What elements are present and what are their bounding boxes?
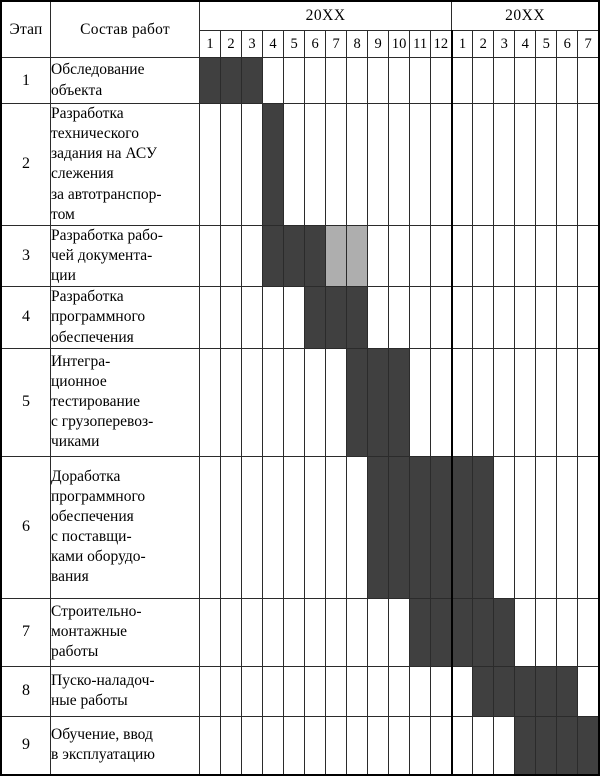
table-row xyxy=(1,666,599,716)
work-description-line: ками оборудо- xyxy=(51,548,146,566)
gantt-empty-cell-stage9-col5 xyxy=(284,716,305,775)
gantt-empty-cell-stage3-col12 xyxy=(431,225,452,286)
month-header-y1-m6: 6 xyxy=(305,31,326,58)
gantt-empty-cell-stage2-col10 xyxy=(389,104,410,226)
month-header-y2-m7: 7 xyxy=(578,31,599,58)
work-description-line: работы xyxy=(51,643,99,661)
month-header-y1-m5: 5 xyxy=(284,31,305,58)
work-description-line: с грузоперевоз- xyxy=(51,413,154,431)
gantt-empty-cell-stage7-col19 xyxy=(578,598,599,666)
gantt-empty-cell-stage7-col18 xyxy=(557,598,578,666)
month-header-y2-m4: 4 xyxy=(515,31,536,58)
gantt-empty-cell-stage7-col17 xyxy=(536,598,557,666)
gantt-empty-cell-stage5-col16 xyxy=(515,348,536,456)
gantt-empty-cell-stage2-col17 xyxy=(536,104,557,226)
work-description-line: Строительно- xyxy=(51,602,142,620)
gantt-empty-cell-stage8-col5 xyxy=(284,666,305,716)
month-header-y2-m3: 3 xyxy=(494,31,515,58)
table-row xyxy=(1,716,599,775)
gantt-empty-cell-stage5-col14 xyxy=(473,348,494,456)
gantt-empty-cell-stage3-col14 xyxy=(473,225,494,286)
gantt-bar-segment-stage8-col18 xyxy=(557,666,578,716)
gantt-empty-cell-stage9-col13 xyxy=(452,716,473,775)
gantt-empty-cell-stage2-col15 xyxy=(494,104,515,226)
gantt-bar-segment-stage6-col11 xyxy=(410,456,431,598)
gantt-empty-cell-stage7-col1 xyxy=(200,598,221,666)
gantt-empty-cell-stage4-col13 xyxy=(452,287,473,348)
gantt-empty-cell-stage3-col13 xyxy=(452,225,473,286)
gantt-empty-cell-stage5-col1 xyxy=(200,348,221,456)
gantt-bar-segment-stage6-col14 xyxy=(473,456,494,598)
gantt-empty-cell-stage3-col1 xyxy=(200,225,221,286)
gantt-bar-segment-stage4-col6 xyxy=(305,287,326,348)
work-description-line: чиками xyxy=(51,433,100,451)
month-header-y2-m6: 6 xyxy=(557,31,578,58)
month-header-y1-m3: 3 xyxy=(242,31,263,58)
work-description xyxy=(51,456,200,598)
gantt-empty-cell-stage7-col4 xyxy=(263,598,284,666)
gantt-empty-cell-stage1-col17 xyxy=(536,58,557,104)
gantt-empty-cell-stage1-col5 xyxy=(284,58,305,104)
gantt-empty-cell-stage4-col2 xyxy=(221,287,242,348)
gantt-empty-cell-stage2-col1 xyxy=(200,104,221,226)
gantt-empty-cell-stage9-col8 xyxy=(347,716,368,775)
gantt-empty-cell-stage5-col18 xyxy=(557,348,578,456)
work-description-line: обеспечения xyxy=(51,328,134,346)
work-description xyxy=(51,666,200,716)
gantt-empty-cell-stage5-col7 xyxy=(326,348,347,456)
gantt-bar-segment-stage7-col11 xyxy=(410,598,431,666)
gantt-empty-cell-stage9-col12 xyxy=(431,716,452,775)
stage-number: 8 xyxy=(1,666,51,716)
gantt-empty-cell-stage4-col16 xyxy=(515,287,536,348)
gantt-empty-cell-stage1-col6 xyxy=(305,58,326,104)
month-header-y1-m9: 9 xyxy=(368,31,389,58)
work-description xyxy=(51,287,200,348)
work-description-line: Интегра- xyxy=(51,352,111,370)
gantt-bar-segment-stage3-col8 xyxy=(347,225,368,286)
gantt-empty-cell-stage6-col19 xyxy=(578,456,599,598)
gantt-empty-cell-stage8-col9 xyxy=(368,666,389,716)
gantt-empty-cell-stage8-col10 xyxy=(389,666,410,716)
gantt-empty-cell-stage6-col6 xyxy=(305,456,326,598)
gantt-empty-cell-stage1-col14 xyxy=(473,58,494,104)
stage-number: 3 xyxy=(1,225,51,286)
work-description xyxy=(51,58,200,104)
month-header-y2-m5: 5 xyxy=(536,31,557,58)
gantt-empty-cell-stage4-col15 xyxy=(494,287,515,348)
gantt-empty-cell-stage3-col15 xyxy=(494,225,515,286)
gantt-empty-cell-stage3-col17 xyxy=(536,225,557,286)
gantt-empty-cell-stage1-col10 xyxy=(389,58,410,104)
gantt-empty-cell-stage8-col1 xyxy=(200,666,221,716)
gantt-empty-cell-stage2-col5 xyxy=(284,104,305,226)
gantt-empty-cell-stage6-col5 xyxy=(284,456,305,598)
gantt-empty-cell-stage5-col3 xyxy=(242,348,263,456)
gantt-empty-cell-stage1-col7 xyxy=(326,58,347,104)
stage-number: 5 xyxy=(1,348,51,456)
gantt-empty-cell-stage4-col19 xyxy=(578,287,599,348)
gantt-empty-cell-stage2-col19 xyxy=(578,104,599,226)
work-description-line: том xyxy=(51,205,75,223)
gantt-empty-cell-stage2-col16 xyxy=(515,104,536,226)
gantt-empty-cell-stage8-col6 xyxy=(305,666,326,716)
year-header-1: 20XX xyxy=(200,1,452,31)
gantt-empty-cell-stage7-col16 xyxy=(515,598,536,666)
table-row xyxy=(1,456,599,598)
gantt-empty-cell-stage1-col18 xyxy=(557,58,578,104)
gantt-empty-cell-stage8-col7 xyxy=(326,666,347,716)
work-description-line: объекта xyxy=(51,81,103,99)
gantt-empty-cell-stage4-col12 xyxy=(431,287,452,348)
work-description xyxy=(51,598,200,666)
gantt-empty-cell-stage4-col5 xyxy=(284,287,305,348)
gantt-empty-cell-stage1-col13 xyxy=(452,58,473,104)
gantt-empty-cell-stage8-col11 xyxy=(410,666,431,716)
table-row xyxy=(1,58,599,104)
gantt-empty-cell-stage6-col1 xyxy=(200,456,221,598)
work-description xyxy=(51,104,200,226)
gantt-bar-segment-stage1-col2 xyxy=(221,58,242,104)
gantt-empty-cell-stage6-col18 xyxy=(557,456,578,598)
table-row xyxy=(1,287,599,348)
gantt-bar-segment-stage4-col8 xyxy=(347,287,368,348)
gantt-empty-cell-stage6-col3 xyxy=(242,456,263,598)
gantt-bar-segment-stage6-col12 xyxy=(431,456,452,598)
gantt-bar-segment-stage9-col17 xyxy=(536,716,557,775)
gantt-empty-cell-stage5-col11 xyxy=(410,348,431,456)
gantt-empty-cell-stage5-col17 xyxy=(536,348,557,456)
work-description-line: вания xyxy=(51,568,89,586)
gantt-empty-cell-stage1-col4 xyxy=(263,58,284,104)
gantt-empty-cell-stage5-col12 xyxy=(431,348,452,456)
stage-number: 2 xyxy=(1,104,51,226)
gantt-empty-cell-stage8-col2 xyxy=(221,666,242,716)
gantt-bar-segment-stage9-col16 xyxy=(515,716,536,775)
gantt-bar-segment-stage7-col13 xyxy=(452,598,473,666)
work-description-line: ции xyxy=(51,267,76,285)
gantt-empty-cell-stage3-col16 xyxy=(515,225,536,286)
gantt-bar-segment-stage3-col4 xyxy=(263,225,284,286)
gantt-empty-cell-stage3-col19 xyxy=(578,225,599,286)
stage-number: 9 xyxy=(1,716,51,775)
gantt-empty-cell-stage3-col18 xyxy=(557,225,578,286)
table-row xyxy=(1,104,599,226)
gantt-empty-cell-stage6-col17 xyxy=(536,456,557,598)
gantt-table-header xyxy=(1,1,599,58)
work-description-line: технического xyxy=(51,125,139,143)
work-description xyxy=(51,225,200,286)
gantt-empty-cell-stage1-col19 xyxy=(578,58,599,104)
month-header-y1-m2: 2 xyxy=(221,31,242,58)
gantt-bar-segment-stage8-col15 xyxy=(494,666,515,716)
gantt-bar-segment-stage9-col19 xyxy=(578,716,599,775)
gantt-empty-cell-stage4-col1 xyxy=(200,287,221,348)
gantt-bar-segment-stage2-col4 xyxy=(263,104,284,226)
gantt-bar-segment-stage3-col5 xyxy=(284,225,305,286)
table-row xyxy=(1,598,599,666)
gantt-empty-cell-stage9-col15 xyxy=(494,716,515,775)
gantt-bar-segment-stage6-col10 xyxy=(389,456,410,598)
work-description-line: Разработка рабо- xyxy=(51,226,163,244)
gantt-empty-cell-stage9-col10 xyxy=(389,716,410,775)
gantt-empty-cell-stage2-col7 xyxy=(326,104,347,226)
month-header-y2-m2: 2 xyxy=(473,31,494,58)
gantt-empty-cell-stage6-col8 xyxy=(347,456,368,598)
work-description-line: программного xyxy=(51,487,146,505)
gantt-empty-cell-stage9-col2 xyxy=(221,716,242,775)
gantt-empty-cell-stage9-col6 xyxy=(305,716,326,775)
stage-number: 6 xyxy=(1,456,51,598)
work-description-line: Доработка xyxy=(51,467,121,485)
gantt-bar-segment-stage7-col12 xyxy=(431,598,452,666)
gantt-empty-cell-stage5-col15 xyxy=(494,348,515,456)
work-description-line: за автотранспор- xyxy=(51,185,162,203)
gantt-empty-cell-stage2-col14 xyxy=(473,104,494,226)
gantt-bar-segment-stage5-col9 xyxy=(368,348,389,456)
gantt-empty-cell-stage7-col7 xyxy=(326,598,347,666)
gantt-bar-segment-stage1-col1 xyxy=(200,58,221,104)
work-description-line: тестирование xyxy=(51,393,140,411)
column-header-works: Состав работ xyxy=(51,1,200,58)
gantt-empty-cell-stage4-col9 xyxy=(368,287,389,348)
year-header-2: 20XX xyxy=(452,1,599,31)
gantt-bar-segment-stage6-col13 xyxy=(452,456,473,598)
gantt-empty-cell-stage7-col10 xyxy=(389,598,410,666)
gantt-empty-cell-stage4-col11 xyxy=(410,287,431,348)
table-row xyxy=(1,348,599,456)
gantt-table-body xyxy=(1,58,599,776)
work-description-line: программного xyxy=(51,308,146,326)
gantt-empty-cell-stage3-col11 xyxy=(410,225,431,286)
gantt-empty-cell-stage9-col14 xyxy=(473,716,494,775)
work-description-line: обеспечения xyxy=(51,508,134,526)
gantt-empty-cell-stage2-col2 xyxy=(221,104,242,226)
gantt-empty-cell-stage9-col1 xyxy=(200,716,221,775)
header-row-years xyxy=(1,1,599,31)
work-description-line: монтажные xyxy=(51,623,127,641)
gantt-empty-cell-stage5-col13 xyxy=(452,348,473,456)
month-header-y1-m1: 1 xyxy=(200,31,221,58)
gantt-empty-cell-stage4-col4 xyxy=(263,287,284,348)
stage-number: 7 xyxy=(1,598,51,666)
gantt-empty-cell-stage4-col3 xyxy=(242,287,263,348)
gantt-empty-cell-stage9-col4 xyxy=(263,716,284,775)
gantt-bar-segment-stage7-col14 xyxy=(473,598,494,666)
gantt-empty-cell-stage1-col12 xyxy=(431,58,452,104)
gantt-empty-cell-stage5-col4 xyxy=(263,348,284,456)
table-row xyxy=(1,225,599,286)
work-description-line: Пуско-наладоч- xyxy=(51,672,155,690)
gantt-empty-cell-stage7-col2 xyxy=(221,598,242,666)
work-description-line: Разработка xyxy=(51,105,124,122)
gantt-empty-cell-stage8-col3 xyxy=(242,666,263,716)
gantt-bar-segment-stage8-col17 xyxy=(536,666,557,716)
gantt-empty-cell-stage7-col9 xyxy=(368,598,389,666)
gantt-empty-cell-stage2-col3 xyxy=(242,104,263,226)
work-description-line: Обучение, ввод xyxy=(51,726,153,744)
gantt-empty-cell-stage1-col9 xyxy=(368,58,389,104)
gantt-empty-cell-stage2-col11 xyxy=(410,104,431,226)
month-header-y2-m1: 1 xyxy=(452,31,473,58)
gantt-bar-segment-stage5-col8 xyxy=(347,348,368,456)
stage-number: 4 xyxy=(1,287,51,348)
gantt-empty-cell-stage3-col2 xyxy=(221,225,242,286)
month-header-y1-m7: 7 xyxy=(326,31,347,58)
work-description-line: в эксплуатацию xyxy=(51,746,155,764)
gantt-empty-cell-stage8-col19 xyxy=(578,666,599,716)
gantt-empty-cell-stage7-col5 xyxy=(284,598,305,666)
gantt-empty-cell-stage2-col18 xyxy=(557,104,578,226)
gantt-empty-cell-stage7-col3 xyxy=(242,598,263,666)
gantt-empty-cell-stage5-col5 xyxy=(284,348,305,456)
work-description xyxy=(51,348,200,456)
gantt-empty-cell-stage8-col12 xyxy=(431,666,452,716)
work-description-line: чей документа- xyxy=(51,246,153,264)
month-header-y1-m11: 11 xyxy=(410,31,431,58)
gantt-empty-cell-stage2-col6 xyxy=(305,104,326,226)
gantt-empty-cell-stage1-col11 xyxy=(410,58,431,104)
month-header-y1-m12: 12 xyxy=(431,31,452,58)
month-header-y1-m4: 4 xyxy=(263,31,284,58)
gantt-bar-segment-stage8-col14 xyxy=(473,666,494,716)
month-header-y1-m10: 10 xyxy=(389,31,410,58)
gantt-bar-segment-stage3-col7 xyxy=(326,225,347,286)
gantt-empty-cell-stage1-col15 xyxy=(494,58,515,104)
gantt-empty-cell-stage2-col9 xyxy=(368,104,389,226)
gantt-empty-cell-stage6-col16 xyxy=(515,456,536,598)
work-description-line: ционное xyxy=(51,372,107,390)
gantt-bar-segment-stage1-col3 xyxy=(242,58,263,104)
gantt-empty-cell-stage4-col17 xyxy=(536,287,557,348)
gantt-empty-cell-stage2-col12 xyxy=(431,104,452,226)
gantt-empty-cell-stage1-col8 xyxy=(347,58,368,104)
gantt-empty-cell-stage8-col4 xyxy=(263,666,284,716)
gantt-empty-cell-stage6-col7 xyxy=(326,456,347,598)
gantt-bar-segment-stage7-col15 xyxy=(494,598,515,666)
gantt-empty-cell-stage6-col4 xyxy=(263,456,284,598)
work-description-line: слежения xyxy=(51,165,114,183)
gantt-empty-cell-stage8-col13 xyxy=(452,666,473,716)
gantt-empty-cell-stage4-col14 xyxy=(473,287,494,348)
gantt-bar-segment-stage9-col18 xyxy=(557,716,578,775)
gantt-empty-cell-stage3-col9 xyxy=(368,225,389,286)
gantt-empty-cell-stage9-col11 xyxy=(410,716,431,775)
column-header-stage: Этап xyxy=(1,1,51,58)
gantt-bar-segment-stage5-col10 xyxy=(389,348,410,456)
work-description-line: Разработка xyxy=(51,288,124,306)
gantt-empty-cell-stage9-col9 xyxy=(368,716,389,775)
gantt-empty-cell-stage5-col2 xyxy=(221,348,242,456)
gantt-empty-cell-stage3-col3 xyxy=(242,225,263,286)
gantt-empty-cell-stage6-col15 xyxy=(494,456,515,598)
work-description-line: с поставщи- xyxy=(51,528,132,546)
gantt-empty-cell-stage2-col13 xyxy=(452,104,473,226)
gantt-bar-segment-stage4-col7 xyxy=(326,287,347,348)
work-description-line: задания на АСУ xyxy=(51,145,157,163)
gantt-empty-cell-stage9-col7 xyxy=(326,716,347,775)
month-header-y1-m8: 8 xyxy=(347,31,368,58)
gantt-bar-segment-stage6-col9 xyxy=(368,456,389,598)
gantt-empty-cell-stage8-col8 xyxy=(347,666,368,716)
gantt-empty-cell-stage5-col6 xyxy=(305,348,326,456)
gantt-empty-cell-stage7-col6 xyxy=(305,598,326,666)
gantt-bar-segment-stage8-col16 xyxy=(515,666,536,716)
work-description-line: ные работы xyxy=(51,692,128,710)
gantt-empty-cell-stage5-col19 xyxy=(578,348,599,456)
gantt-empty-cell-stage4-col10 xyxy=(389,287,410,348)
work-description-line: Обследование xyxy=(51,61,145,79)
gantt-empty-cell-stage2-col8 xyxy=(347,104,368,226)
gantt-empty-cell-stage6-col2 xyxy=(221,456,242,598)
stage-number: 1 xyxy=(1,58,51,104)
work-description xyxy=(51,716,200,775)
gantt-empty-cell-stage9-col3 xyxy=(242,716,263,775)
gantt-empty-cell-stage3-col10 xyxy=(389,225,410,286)
gantt-empty-cell-stage1-col16 xyxy=(515,58,536,104)
gantt-empty-cell-stage4-col18 xyxy=(557,287,578,348)
gantt-empty-cell-stage7-col8 xyxy=(347,598,368,666)
gantt-bar-segment-stage3-col6 xyxy=(305,225,326,286)
